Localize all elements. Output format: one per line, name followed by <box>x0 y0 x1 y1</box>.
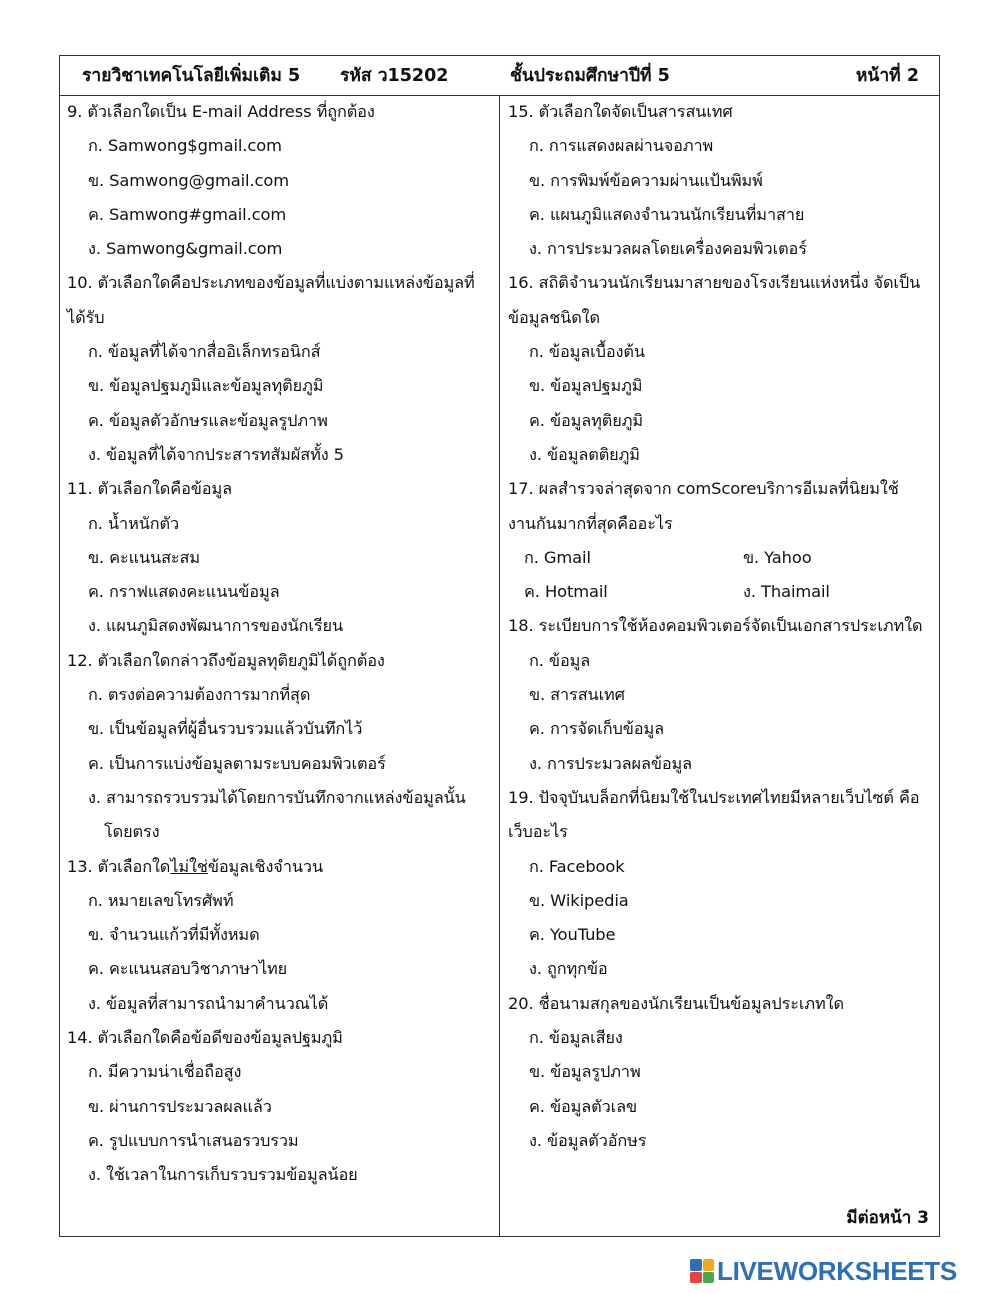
answer-option[interactable]: ข. ข้อมูลรูปภาพ <box>529 1062 641 1082</box>
answer-option[interactable]: ข. จำนวนแก้วที่มีทั้งหมด <box>88 925 260 945</box>
answer-option[interactable]: ค. การจัดเก็บข้อมูล <box>529 719 664 739</box>
answer-option[interactable]: ข. ผ่านการประมวลผลแล้ว <box>88 1096 272 1116</box>
answer-option-row <box>508 575 936 609</box>
liveworksheets-logo[interactable] <box>690 1256 957 1286</box>
question-prompt: 14. ตัวเลือกใดคือข้อดีของข้อมูลปฐมภูมิ <box>67 1028 343 1048</box>
question-prompt-continued: ได้รับ <box>67 307 105 327</box>
question-prompt <box>67 850 495 884</box>
answer-option[interactable]: ค. รูปแบบการนำเสนอรวบรวม <box>88 1130 299 1150</box>
answer-option[interactable]: ง. ข้อมูลที่สามารถนำมาคำนวณได้ <box>88 993 329 1013</box>
logo-tile <box>703 1259 715 1271</box>
answer-option[interactable]: ก. ข้อมูลเบื้องต้น <box>529 342 645 362</box>
page-number: หน้าที่ 2 <box>855 66 919 86</box>
subject-title: รายวิชาเทคโนโลยีเพิ่มเติม 5 <box>82 66 301 86</box>
logo-tile <box>690 1272 702 1284</box>
question-prompt: 9. ตัวเลือกใดเป็น E-mail Address ที่ถูกต้อง <box>67 102 375 121</box>
question-13 <box>67 850 495 1021</box>
answer-option[interactable]: ค. Hotmail <box>524 582 608 602</box>
question-prompt: 19. ปัจจุบันบล็อกที่นิยมใช้ในประเทศไทยมีหลายเว็บไซต์ คือ <box>508 787 920 807</box>
answer-option[interactable]: ก. ข้อมูลเสียง <box>529 1028 623 1048</box>
answer-option[interactable]: ก. น้ำหนักตัว <box>88 513 180 533</box>
answer-option[interactable]: ง. ข้อมูลที่ได้จากประสารทสัมผัสทั้ง 5 <box>88 444 344 464</box>
answer-option[interactable]: ก. การแสดงผลผ่านจอภาพ <box>529 136 714 156</box>
underlined-keyword: ไม่ใช่ <box>170 856 208 876</box>
answer-option[interactable]: ค. เป็นการแบ่งข้อมูลตามระบบคอมพิวเตอร์ <box>88 753 386 773</box>
question-17 <box>508 472 936 609</box>
continue-note: มีต่อหน้า 3 <box>846 1208 929 1228</box>
answer-option[interactable]: ก. Facebook <box>529 856 625 876</box>
question-prompt: 12. ตัวเลือกใดกล่าวถึงข้อมูลทุติยภูมิได้ถูกต้อง <box>67 650 385 670</box>
logo-tile <box>690 1259 702 1271</box>
answer-option[interactable]: ก. หมายเลขโทรศัพท์ <box>88 890 234 910</box>
answer-option[interactable]: ง. ใช้เวลาในการเก็บรวบรวมข้อมูลน้อย <box>88 1165 358 1185</box>
question-14 <box>67 1021 495 1192</box>
answer-option[interactable]: ค. ข้อมูลตัวเลข <box>529 1096 638 1116</box>
question-prompt: 11. ตัวเลือกใดคือข้อมูล <box>67 479 232 499</box>
prompt-text: ข้อมูลเชิงจำนวน <box>207 856 323 876</box>
answer-option[interactable]: ค. Samwong#gmail.com <box>88 204 287 224</box>
answer-option[interactable]: ค. กราฟแสดงคะแนนข้อมูล <box>88 582 280 602</box>
question-prompt: 17. ผลสำรวจล่าสุดจาก comScoreบริการอีเมลที่นิยมใช้ <box>508 479 899 499</box>
question-prompt: 18. ระเบียบการใช้ห้องคอมพิวเตอร์จัดเป็นเอกสารประเภทใด <box>508 616 923 636</box>
question-prompt-continued: งานกันมากที่สุดคืออะไร <box>508 513 673 533</box>
answer-option[interactable]: ก. ข้อมูลที่ได้จากสื่ออิเล็กทรอนิกส์ <box>88 342 321 362</box>
answer-option[interactable]: ข. สารสนเทศ <box>529 685 625 705</box>
answer-option[interactable]: ง. สามารถรวบรวมได้โดยการบันทึกจากแหล่งข้อมูลนั้น <box>88 787 466 807</box>
right-column <box>508 95 936 1158</box>
prompt-text: 13. ตัวเลือกใด <box>67 856 171 876</box>
subject-code: รหัส ว15202 <box>340 66 449 86</box>
logo-tile <box>703 1272 715 1284</box>
question-9 <box>67 95 495 266</box>
question-prompt: 16. สถิติจำนวนนักเรียนมาสายของโรงเรียนแห่งหนึ่ง จัดเป็น <box>508 273 921 293</box>
answer-option[interactable]: ก. มีความน่าเชื่อถือสูง <box>88 1062 242 1082</box>
answer-option[interactable]: ก. Samwong$gmail.com <box>88 136 282 156</box>
question-prompt: 20. ชื่อนามสกุลของนักเรียนเป็นข้อมูลประเภทใด <box>508 993 844 1013</box>
answer-option[interactable]: ข. Yahoo <box>743 547 812 567</box>
question-prompt: 10. ตัวเลือกใดคือประเภทของข้อมูลที่แบ่งตามแหล่งข้อมูลที่ <box>67 273 475 293</box>
answer-option[interactable]: ก. Gmail <box>524 547 591 567</box>
brand-name: LIVEWORKSHEETS <box>717 1256 957 1286</box>
question-prompt-continued: ข้อมูลชนิดใด <box>508 307 600 327</box>
question-prompt: 15. ตัวเลือกใดจัดเป็นสารสนเทศ <box>508 102 733 121</box>
worksheet-page <box>59 55 940 1237</box>
answer-option[interactable]: ค. คะแนนสอบวิชาภาษาไทย <box>88 959 288 979</box>
grade-level: ชั้นประถมศึกษาปีที่ 5 <box>510 66 670 86</box>
answer-option[interactable]: ข. ข้อมูลปฐมภูมิ <box>529 376 643 396</box>
answer-option[interactable]: ก. ตรงต่อความต้องการมากที่สุด <box>88 685 311 705</box>
answer-option[interactable]: ข. Samwong@gmail.com <box>88 170 290 190</box>
question-20 <box>508 987 936 1158</box>
question-18 <box>508 609 936 780</box>
answer-option[interactable]: ง. การประมวลผลโดยเครื่องคอมพิวเตอร์ <box>529 239 807 259</box>
question-19 <box>508 781 936 987</box>
question-11 <box>67 472 495 643</box>
answer-option[interactable]: ก. ข้อมูล <box>529 650 591 670</box>
answer-option[interactable]: ง. ข้อมูลตัวอักษร <box>529 1130 647 1150</box>
answer-option-continued: โดยตรง <box>104 822 160 842</box>
liveworksheets-logo-icon <box>690 1259 714 1283</box>
answer-option[interactable]: ง. Thaimail <box>743 582 830 602</box>
question-prompt-continued: เว็บอะไร <box>508 822 568 842</box>
question-12 <box>67 644 495 850</box>
answer-option[interactable]: ข. การพิมพ์ข้อความผ่านแป้นพิมพ์ <box>529 170 763 190</box>
answer-option-row <box>508 541 936 575</box>
answer-option[interactable]: ค. ข้อมูลตัวอักษรและข้อมูลรูปภาพ <box>88 410 328 430</box>
question-10 <box>67 266 495 472</box>
answer-option[interactable]: ค. แผนภูมิแสดงจำนวนนักเรียนที่มาสาย <box>529 204 805 224</box>
answer-option[interactable]: ค. YouTube <box>529 925 616 945</box>
answer-option[interactable]: ค. ข้อมูลทุติยภูมิ <box>529 410 643 430</box>
answer-option[interactable]: ข. คะแนนสะสม <box>88 547 201 567</box>
left-column <box>67 95 495 1193</box>
question-16 <box>508 266 936 472</box>
answer-option[interactable]: ง. ข้อมูลตติยภูมิ <box>529 444 640 464</box>
question-15 <box>508 95 936 266</box>
answer-option[interactable]: ง. แผนภูมิสดงพัฒนาการของนักเรียน <box>88 616 343 636</box>
answer-option[interactable]: ข. ข้อมูลปฐมภูมิและข้อมูลทุติยภูมิ <box>88 376 324 396</box>
answer-option[interactable]: ง. ถูกทุกข้อ <box>529 959 608 979</box>
worksheet-header <box>60 56 939 96</box>
answer-option[interactable]: ง. Samwong&gmail.com <box>88 239 283 259</box>
answer-option[interactable]: ง. การประมวลผลข้อมูล <box>529 753 693 773</box>
answer-option[interactable]: ข. Wikipedia <box>529 890 629 910</box>
column-divider <box>499 96 500 1236</box>
answer-option[interactable]: ข. เป็นข้อมูลที่ผู้อื่นรวบรวมแล้วบันทึกไว้ <box>88 719 363 739</box>
